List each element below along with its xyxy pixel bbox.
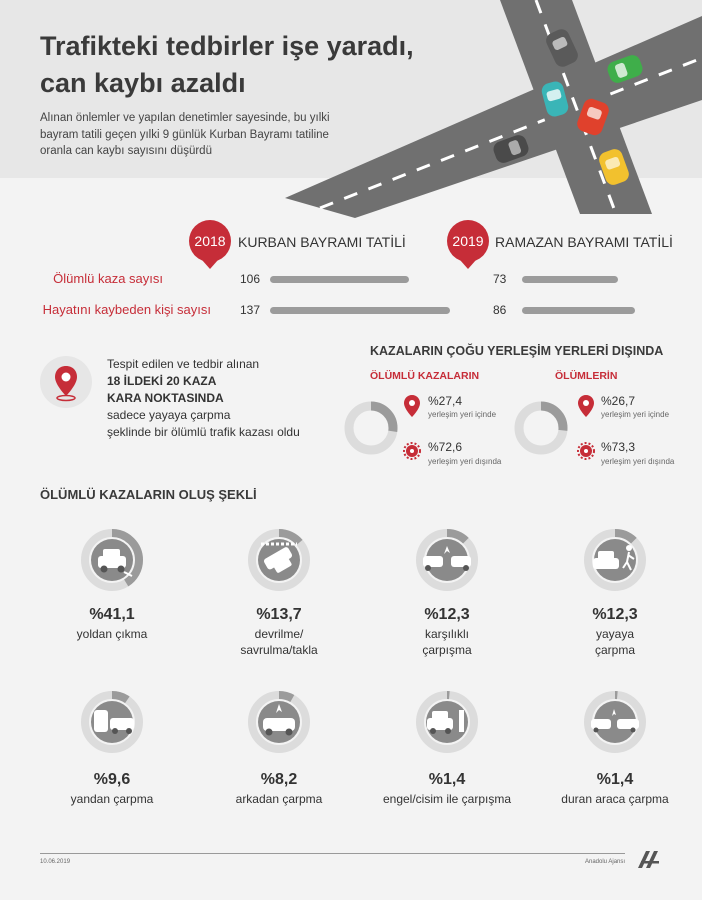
year-badge-2019: 2019 (447, 220, 489, 262)
cause-label-line-2: savrulma/takla (240, 643, 318, 657)
deaths-subheading: ÖLÜMLERİN (555, 370, 618, 382)
cause-percentage: %13,7 (256, 606, 302, 623)
rural-gear-icon (577, 442, 595, 460)
value-2019-accidents: 73 (493, 272, 507, 286)
date-stamp: 10.06.2019 (40, 859, 71, 865)
deaths-outside-pct: %73,3 (601, 440, 636, 454)
cause-percentage: %8,2 (260, 771, 298, 788)
bar-2018-deaths (270, 307, 450, 314)
page-title (40, 28, 470, 102)
location-pin-badge (40, 356, 92, 408)
cause-label-line-2: çarpışma (422, 643, 472, 657)
deaths-location-donut (513, 400, 569, 456)
urban-pin-icon (576, 394, 596, 418)
bar-2018-accidents (270, 276, 409, 283)
year-badge-2018: 2018 (189, 220, 231, 262)
cause-donut (583, 528, 647, 592)
bar-2019-deaths (522, 307, 635, 314)
cause-label-line-1: yayaya (595, 627, 635, 641)
value-2019-deaths: 86 (493, 303, 507, 317)
aa-logo (636, 848, 662, 870)
subtitle: Alınan önlemler ve yapılan denetimler sayesinde, bu yılki bayram tatili geçen yılki 9 günlük Kurban Bayramı tatiline oranla can kaybı sayısını düşürdü (40, 112, 330, 157)
rural-gear-icon (403, 442, 421, 460)
row-label-accidents: Ölümlü kaza sayısı (53, 271, 163, 286)
accidents-outside-pct: %72,6 (428, 440, 463, 454)
deaths-inside-pct: %26,7 (601, 394, 636, 408)
cause-percentage: %9,6 (93, 771, 131, 788)
cause-donut (80, 528, 144, 592)
value-2018-accidents: 106 (240, 272, 261, 286)
cause-label-line-1: arkadan çarpma (235, 792, 323, 806)
info-line-4: sadece yayaya çarpma (107, 408, 231, 422)
badge-pointer-2018 (202, 260, 218, 270)
deaths-outside-label: yerleşim yeri dışında (601, 457, 675, 466)
causes-heading: ÖLÜMLÜ KAZALARIN OLUŞ ŞEKLİ (40, 487, 257, 502)
cause-label-line-1: devrilme/ (254, 627, 304, 641)
accidents-location-donut (343, 400, 399, 456)
holiday-2019-label: RAMAZAN BAYRAMI TATİLİ (495, 234, 673, 250)
cause-donut (247, 528, 311, 592)
urban-pin-icon (402, 394, 422, 418)
location-pin-icon (40, 356, 92, 408)
cause-percentage: %12,3 (592, 606, 638, 623)
agency-name: Anadolu Ajansı (585, 859, 626, 865)
info-line-5: şeklinde bir ölümlü trafik kazası oldu (107, 425, 300, 439)
title-line-1: Trafikteki tedbirler işe yaradı, (40, 31, 414, 61)
accidents-inside-pct: %27,4 (428, 394, 463, 408)
cause-label-line-1: engel/cisim ile çarpışma (382, 792, 512, 806)
accidents-outside-label: yerleşim yeri dışında (428, 457, 502, 466)
cause-percentage: %12,3 (424, 606, 470, 623)
cause-percentage: %41,1 (89, 606, 135, 623)
cause-donut (247, 690, 311, 754)
cause-percentage: %1,4 (596, 771, 634, 788)
cause-donut (415, 690, 479, 754)
cause-percentage: %1,4 (428, 771, 466, 788)
title-line-2: can kaybı azaldı (40, 68, 246, 98)
bar-2019-accidents (522, 276, 618, 283)
accidents-subheading: ÖLÜMLÜ KAZALARIN (370, 370, 480, 382)
info-line-2: 18 İLDEKİ 20 KAZA (107, 374, 217, 388)
accidents-inside-label: yerleşim yeri içinde (428, 410, 497, 419)
cause-label-line-1: duran araca çarpma (561, 792, 669, 806)
footer-divider (40, 853, 625, 854)
cause-donut (415, 528, 479, 592)
cause-label-line-1: karşılıklı (424, 627, 469, 641)
cause-label-line-1: yoldan çıkma (76, 627, 148, 641)
deaths-inside-label: yerleşim yeri içinde (601, 410, 670, 419)
info-line-1: Tespit edilen ve tedbir alınan (107, 357, 260, 371)
cause-label-line-2: çarpma (594, 643, 635, 657)
location-heading: KAZALARIN ÇOĞU YERLEŞİM YERLERİ DIŞINDA (370, 344, 664, 358)
info-line-3: KARA NOKTASINDA (107, 391, 224, 405)
blackspot-info (107, 356, 317, 441)
cause-donut (80, 690, 144, 754)
value-2018-deaths: 137 (240, 303, 261, 317)
badge-pointer-2019 (460, 260, 476, 270)
cause-donut (583, 690, 647, 754)
row-label-deaths: Hayatını kaybeden kişi sayısı (42, 302, 211, 317)
holiday-2018-label: KURBAN BAYRAMI TATİLİ (238, 234, 406, 250)
cause-label-line-1: yandan çarpma (70, 792, 154, 806)
